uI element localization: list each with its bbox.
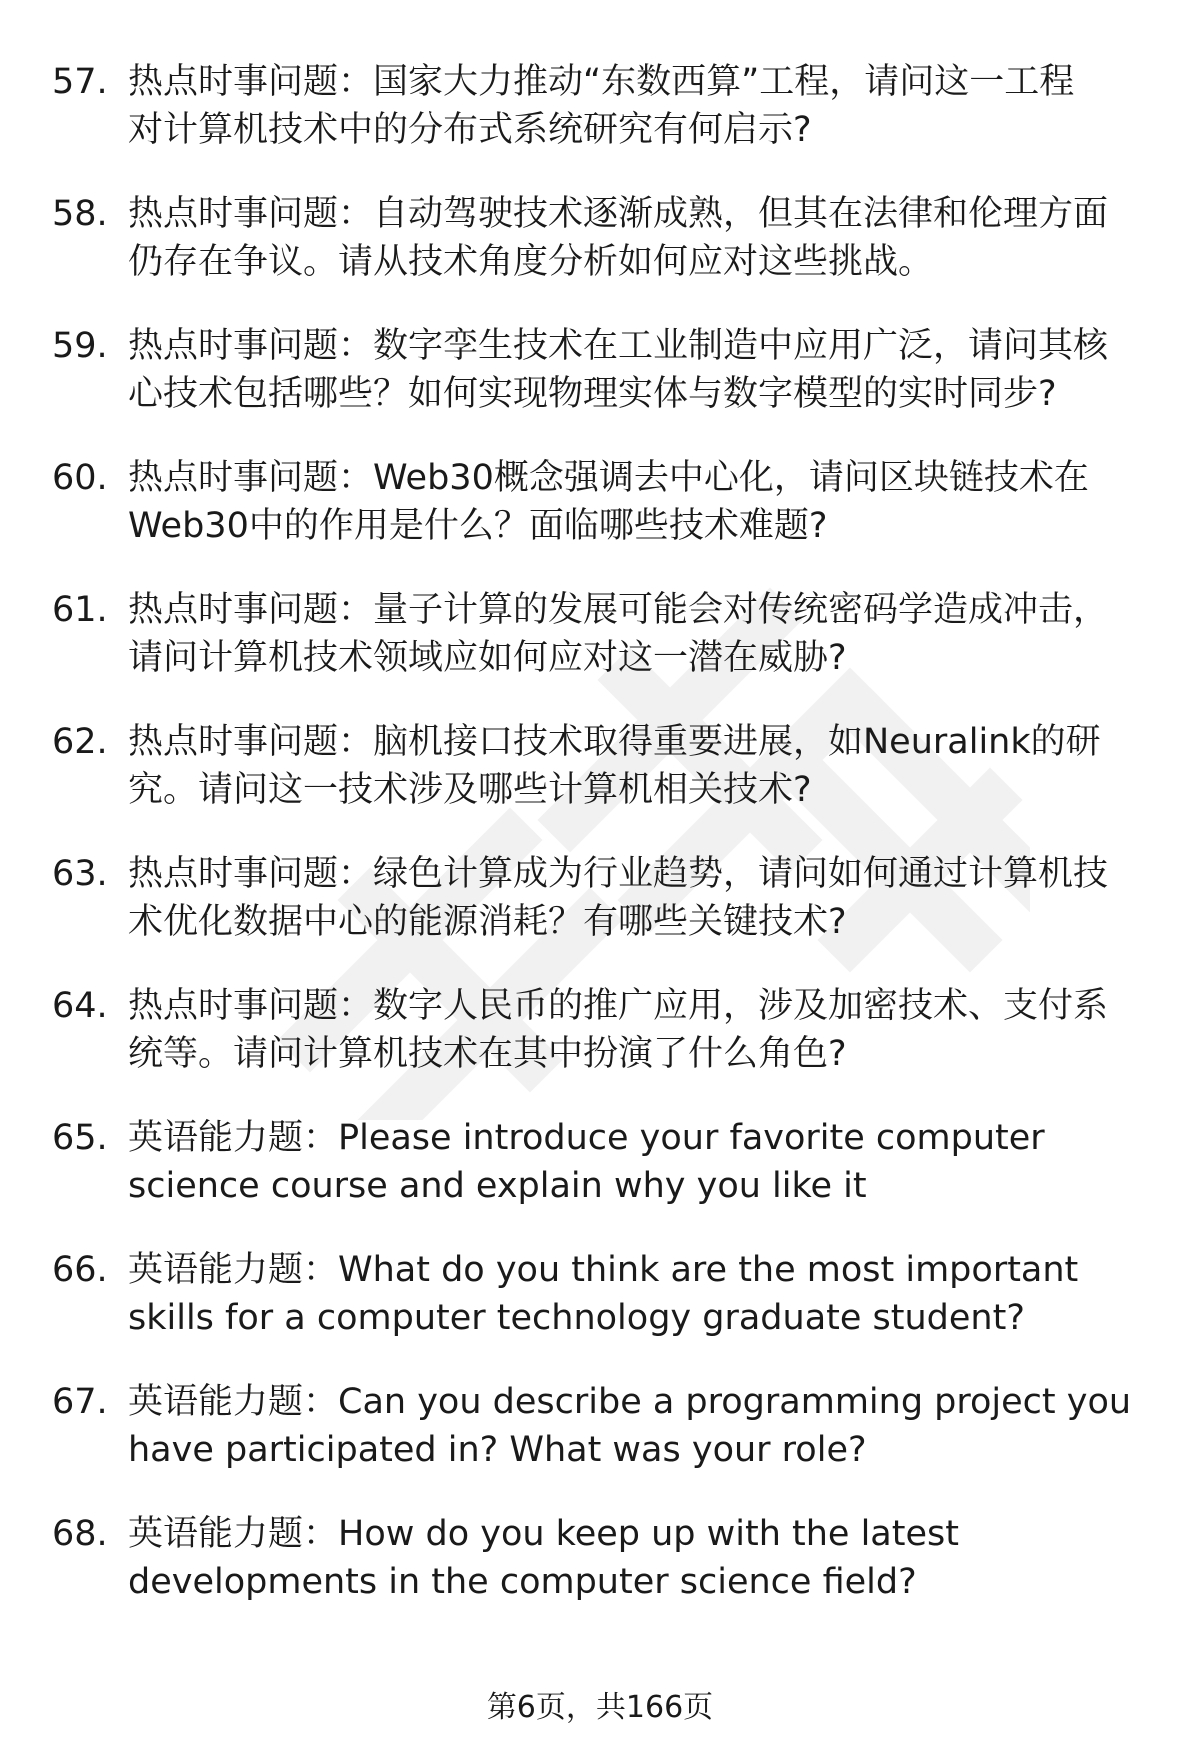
question-text: 英语能力题：How do you keep up with the latest developments in the computer science field? [128, 1514, 959, 1602]
question-item-64 [0, 982, 1200, 1114]
question-text: 热点时事问题：数字人民币的推广应用，涉及加密技术、支付系 统等。请问计算机技术在其中扮演了什么角色? [128, 986, 1109, 1074]
question-text: 英语能力题：Can you describe a programming project you have participated in? What was your role? [128, 1382, 1132, 1470]
question-item-62 [0, 718, 1200, 850]
question-number: 66. [52, 1250, 108, 1290]
question-text: 英语能力题：What do you think are the most important skills for a computer technology graduate student? [128, 1250, 1079, 1338]
question-number: 63. [52, 854, 108, 894]
question-number: 59. [52, 326, 108, 366]
question-number: 60. [52, 458, 108, 498]
question-number: 58. [52, 194, 108, 234]
question-item-68 [0, 1510, 1200, 1642]
question-item-67 [0, 1378, 1200, 1510]
question-number: 57. [52, 62, 108, 102]
question-item-60 [0, 454, 1200, 586]
question-item-65 [0, 1114, 1200, 1246]
question-number: 62. [52, 722, 108, 762]
question-item-59 [0, 322, 1200, 454]
question-text: 热点时事问题：量子计算的发展可能会对传统密码学造成冲击， 请问计算机技术领域应如何应对这一潜在威胁? [128, 590, 1109, 678]
question-text: 英语能力题：Please introduce your favorite computer science course and explain why you like it [128, 1118, 1045, 1206]
question-text: 热点时事问题：绿色计算成为行业趋势，请问如何通过计算机技 术优化数据中心的能源消耗？有哪些关键技术? [128, 854, 1109, 942]
question-number: 68. [52, 1514, 108, 1554]
question-number: 64. [52, 986, 108, 1026]
question-text: 热点时事问题：自动驾驶技术逐渐成熟，但其在法律和伦理方面 仍存在争议。请从技术角度分析如何应对这些挑战。 [128, 194, 1109, 282]
question-item-58 [0, 190, 1200, 322]
page-footer: 第6页，共166页 [486, 1690, 714, 1725]
question-item-61 [0, 586, 1200, 718]
question-text: 热点时事问题：国家大力推动“东数西算”工程，请问这一工程 对计算机技术中的分布式系统研究有何启示? [128, 62, 1075, 150]
question-item-66 [0, 1246, 1200, 1378]
question-text: 热点时事问题：Web30概念强调去中心化，请问区块链技术在 Web30中的作用是什么？面临哪些技术难题? [128, 458, 1089, 546]
question-text: 热点时事问题：数字孪生技术在工业制造中应用广泛，请问其核 心技术包括哪些？如何实现物理实体与数字模型的实时同步? [128, 326, 1109, 414]
question-number: 65. [52, 1118, 108, 1158]
question-item-57 [0, 58, 1200, 190]
question-list [0, 58, 1200, 1642]
question-number: 61. [52, 590, 108, 630]
question-item-63 [0, 850, 1200, 982]
question-text: 热点时事问题：脑机接口技术取得重要进展，如Neuralink的研 究。请问这一技术涉及哪些计算机相关技术? [128, 722, 1101, 810]
question-number: 67. [52, 1382, 108, 1422]
